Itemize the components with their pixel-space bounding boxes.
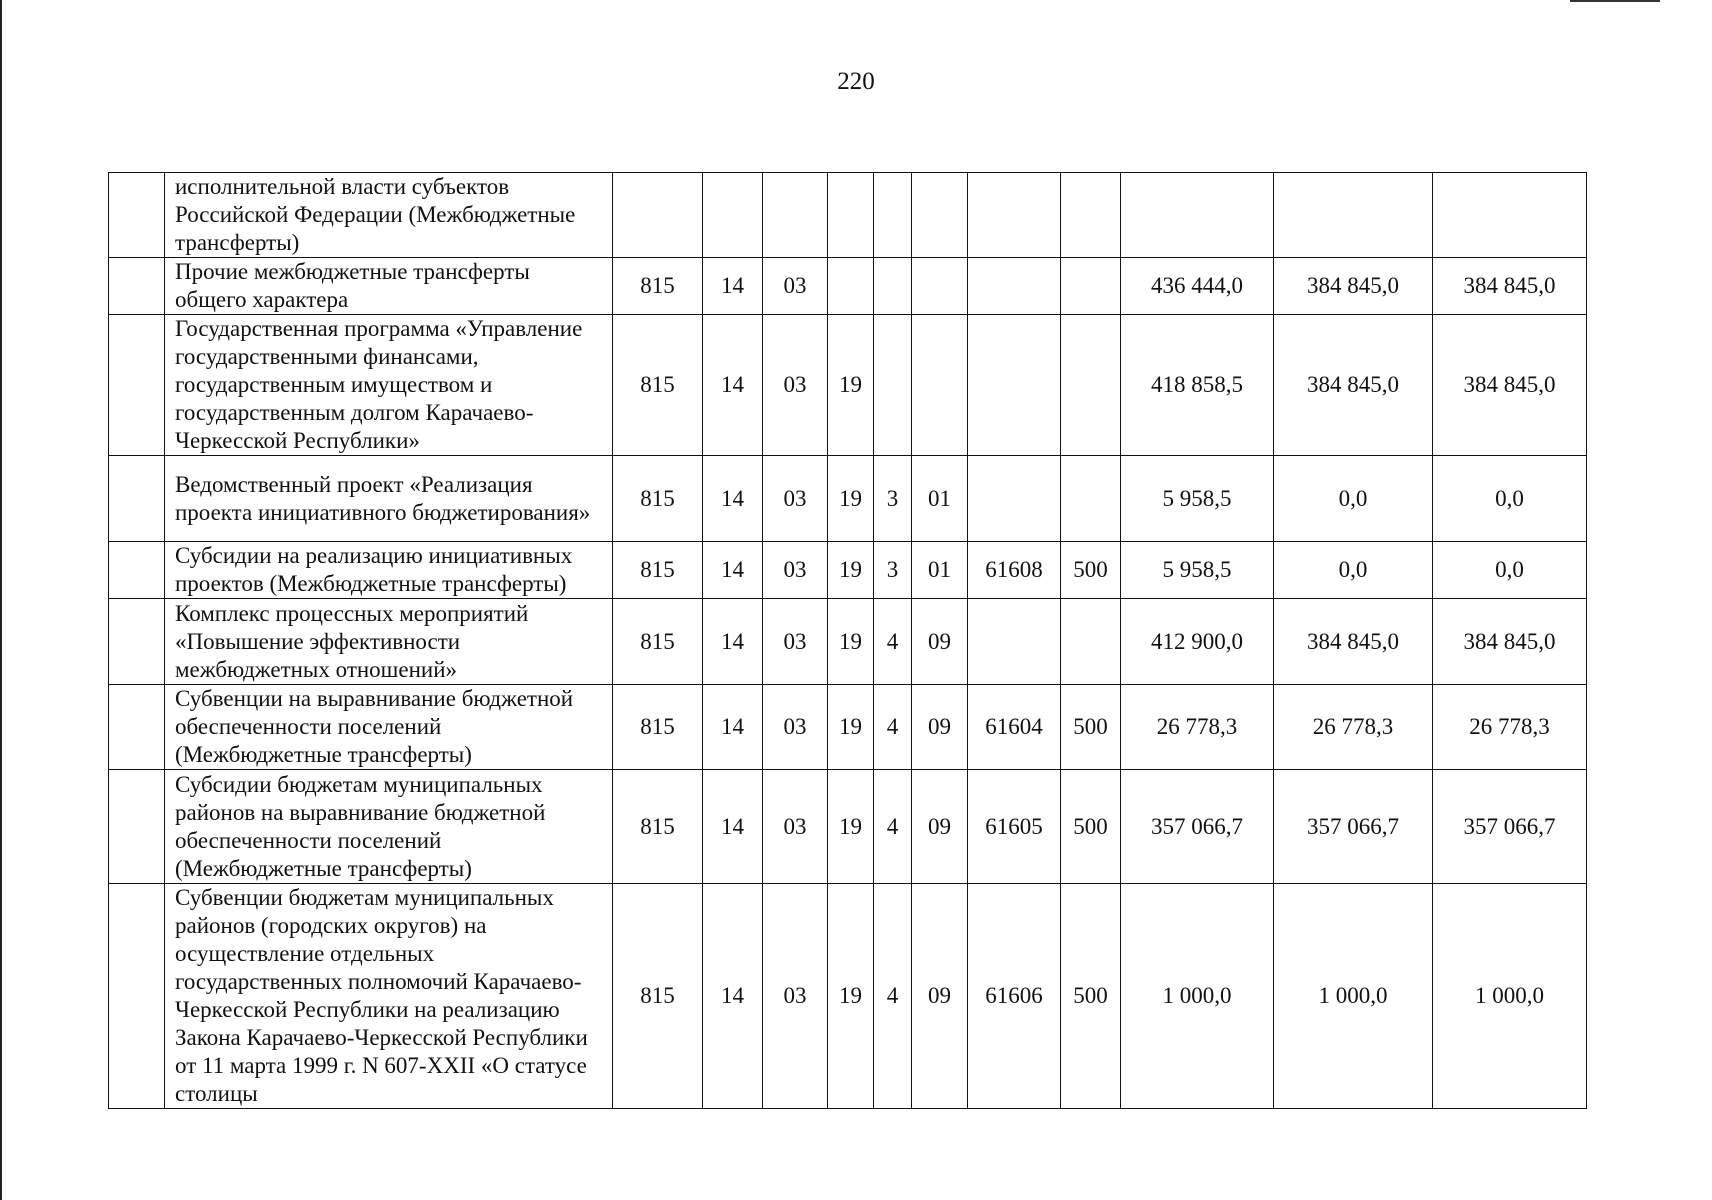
row-number-cell bbox=[109, 258, 165, 315]
section-code: 14 bbox=[703, 542, 763, 599]
ministry-code: 815 bbox=[613, 685, 703, 770]
element-code bbox=[912, 315, 968, 456]
section-code: 14 bbox=[703, 599, 763, 685]
structure-code bbox=[874, 173, 912, 258]
element-code bbox=[912, 173, 968, 258]
row-name: Субсидии на реализацию инициативных проектов (Межбюджетные трансферты) bbox=[165, 542, 613, 599]
table-row bbox=[109, 770, 1587, 884]
program-code: 19 bbox=[828, 884, 874, 1109]
program-code: 19 bbox=[828, 685, 874, 770]
structure-code bbox=[874, 315, 912, 456]
amount-year-3: 384 845,0 bbox=[1433, 599, 1587, 685]
section-code: 14 bbox=[703, 456, 763, 542]
ministry-code: 815 bbox=[613, 542, 703, 599]
amount-year-1: 436 444,0 bbox=[1121, 258, 1274, 315]
amount-year-3 bbox=[1433, 173, 1587, 258]
subsection-code: 03 bbox=[763, 599, 828, 685]
amount-year-2: 0,0 bbox=[1274, 456, 1433, 542]
element-code bbox=[912, 258, 968, 315]
row-number-cell bbox=[109, 599, 165, 685]
section-code: 14 bbox=[703, 258, 763, 315]
program-code: 19 bbox=[828, 542, 874, 599]
direction-code: 61606 bbox=[968, 884, 1061, 1109]
amount-year-3: 26 778,3 bbox=[1433, 685, 1587, 770]
amount-year-1: 1 000,0 bbox=[1121, 884, 1274, 1109]
row-name: Субвенции на выравнивание бюджетной обеспеченности поселений (Межбюджетные трансферты) bbox=[165, 685, 613, 770]
subsection-code: 03 bbox=[763, 456, 828, 542]
row-name: Прочие межбюджетные трансферты общего характера bbox=[165, 258, 613, 315]
section-code: 14 bbox=[703, 315, 763, 456]
row-number-cell bbox=[109, 884, 165, 1109]
budget-table bbox=[108, 172, 1587, 1109]
expense-type-code: 500 bbox=[1061, 542, 1121, 599]
structure-code: 4 bbox=[874, 599, 912, 685]
amount-year-3: 357 066,7 bbox=[1433, 770, 1587, 884]
direction-code bbox=[968, 173, 1061, 258]
ministry-code: 815 bbox=[613, 258, 703, 315]
amount-year-2: 0,0 bbox=[1274, 542, 1433, 599]
amount-year-3: 0,0 bbox=[1433, 542, 1587, 599]
direction-code bbox=[968, 456, 1061, 542]
amount-year-2: 1 000,0 bbox=[1274, 884, 1433, 1109]
ministry-code bbox=[613, 173, 703, 258]
table-row bbox=[109, 685, 1587, 770]
amount-year-2: 384 845,0 bbox=[1274, 599, 1433, 685]
amount-year-3: 1 000,0 bbox=[1433, 884, 1587, 1109]
expense-type-code: 500 bbox=[1061, 770, 1121, 884]
table-row bbox=[109, 258, 1587, 315]
row-name: Субвенции бюджетам муниципальных районов (городских округов) на осуществление отдельных государственных полномочий Карачаево-Черкесской Республики на реализацию Закона Карачаево-Черкесской Республики от 11 марта 1999 г. N 607-XXII «О статусе столицы bbox=[165, 884, 613, 1109]
scan-edge-mark bbox=[1570, 0, 1660, 2]
direction-code bbox=[968, 315, 1061, 456]
expense-type-code bbox=[1061, 315, 1121, 456]
amount-year-1: 412 900,0 bbox=[1121, 599, 1274, 685]
amount-year-1: 5 958,5 bbox=[1121, 456, 1274, 542]
table-row bbox=[109, 456, 1587, 542]
structure-code: 3 bbox=[874, 542, 912, 599]
structure-code: 4 bbox=[874, 685, 912, 770]
row-number-cell bbox=[109, 685, 165, 770]
row-name: Ведомственный проект «Реализация проекта инициативного бюджетирования» bbox=[165, 456, 613, 542]
element-code: 09 bbox=[912, 770, 968, 884]
ministry-code: 815 bbox=[613, 456, 703, 542]
section-code bbox=[703, 173, 763, 258]
table-row bbox=[109, 542, 1587, 599]
expense-type-code: 500 bbox=[1061, 685, 1121, 770]
element-code: 09 bbox=[912, 685, 968, 770]
amount-year-2 bbox=[1274, 173, 1433, 258]
subsection-code: 03 bbox=[763, 770, 828, 884]
row-number-cell bbox=[109, 456, 165, 542]
amount-year-1: 357 066,7 bbox=[1121, 770, 1274, 884]
ministry-code: 815 bbox=[613, 599, 703, 685]
row-number-cell bbox=[109, 173, 165, 258]
program-code: 19 bbox=[828, 770, 874, 884]
amount-year-2: 384 845,0 bbox=[1274, 315, 1433, 456]
section-code: 14 bbox=[703, 770, 763, 884]
section-code: 14 bbox=[703, 884, 763, 1109]
element-code: 01 bbox=[912, 542, 968, 599]
row-name: Субсидии бюджетам муниципальных районов на выравнивание бюджетной обеспеченности поселений (Межбюджетные трансферты) bbox=[165, 770, 613, 884]
ministry-code: 815 bbox=[613, 770, 703, 884]
structure-code bbox=[874, 258, 912, 315]
table-row bbox=[109, 599, 1587, 685]
expense-type-code bbox=[1061, 599, 1121, 685]
direction-code bbox=[968, 599, 1061, 685]
direction-code: 61604 bbox=[968, 685, 1061, 770]
program-code bbox=[828, 258, 874, 315]
element-code: 01 bbox=[912, 456, 968, 542]
element-code: 09 bbox=[912, 884, 968, 1109]
amount-year-2: 384 845,0 bbox=[1274, 258, 1433, 315]
table-row bbox=[109, 315, 1587, 456]
row-name: Комплекс процессных мероприятий «Повышение эффективности межбюджетных отношений» bbox=[165, 599, 613, 685]
subsection-code: 03 bbox=[763, 315, 828, 456]
row-name: Государственная программа «Управление государственными финансами, государственным имуществом и государственным долгом Карачаево-Черкесской Республики» bbox=[165, 315, 613, 456]
program-code: 19 bbox=[828, 599, 874, 685]
expense-type-code bbox=[1061, 456, 1121, 542]
structure-code: 4 bbox=[874, 770, 912, 884]
amount-year-1: 5 958,5 bbox=[1121, 542, 1274, 599]
subsection-code: 03 bbox=[763, 685, 828, 770]
subsection-code: 03 bbox=[763, 884, 828, 1109]
scan-edge-line bbox=[0, 0, 2, 1200]
ministry-code: 815 bbox=[613, 315, 703, 456]
row-number-cell bbox=[109, 542, 165, 599]
amount-year-1 bbox=[1121, 173, 1274, 258]
expense-type-code: 500 bbox=[1061, 884, 1121, 1109]
direction-code bbox=[968, 258, 1061, 315]
ministry-code: 815 bbox=[613, 884, 703, 1109]
subsection-code: 03 bbox=[763, 258, 828, 315]
structure-code: 4 bbox=[874, 884, 912, 1109]
table-row bbox=[109, 173, 1587, 258]
row-name: исполнительной власти субъектов Российской Федерации (Межбюджетные трансферты) bbox=[165, 173, 613, 258]
row-number-cell bbox=[109, 315, 165, 456]
amount-year-3: 0,0 bbox=[1433, 456, 1587, 542]
row-number-cell bbox=[109, 770, 165, 884]
expense-type-code bbox=[1061, 258, 1121, 315]
amount-year-2: 26 778,3 bbox=[1274, 685, 1433, 770]
amount-year-1: 418 858,5 bbox=[1121, 315, 1274, 456]
expense-type-code bbox=[1061, 173, 1121, 258]
amount-year-2: 357 066,7 bbox=[1274, 770, 1433, 884]
page-number: 220 bbox=[837, 68, 875, 95]
structure-code: 3 bbox=[874, 456, 912, 542]
amount-year-3: 384 845,0 bbox=[1433, 315, 1587, 456]
program-code: 19 bbox=[828, 456, 874, 542]
subsection-code: 03 bbox=[763, 542, 828, 599]
table-row bbox=[109, 884, 1587, 1109]
direction-code: 61605 bbox=[968, 770, 1061, 884]
program-code: 19 bbox=[828, 315, 874, 456]
direction-code: 61608 bbox=[968, 542, 1061, 599]
amount-year-1: 26 778,3 bbox=[1121, 685, 1274, 770]
subsection-code bbox=[763, 173, 828, 258]
program-code bbox=[828, 173, 874, 258]
element-code: 09 bbox=[912, 599, 968, 685]
section-code: 14 bbox=[703, 685, 763, 770]
amount-year-3: 384 845,0 bbox=[1433, 258, 1587, 315]
